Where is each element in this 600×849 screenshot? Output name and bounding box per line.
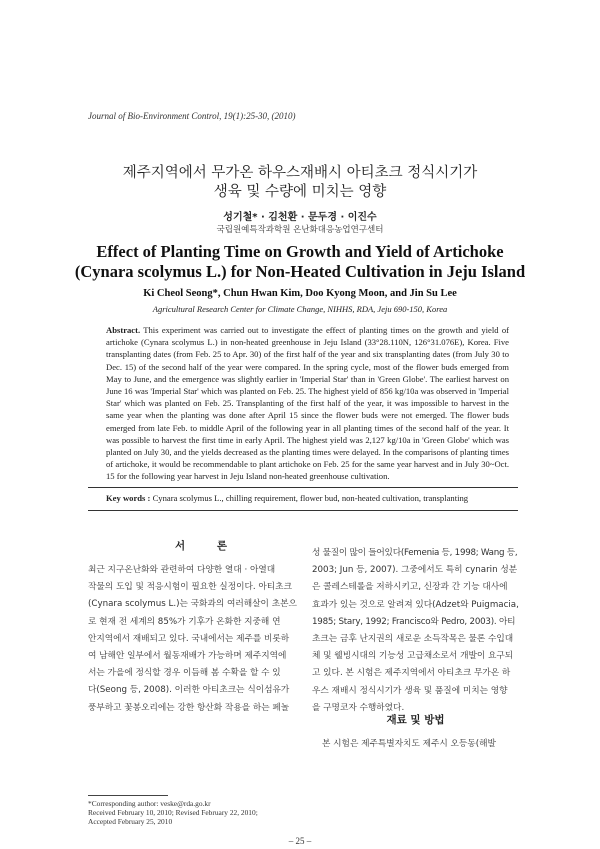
intro-right-line: 1985; Stary, 1992; Francisco와 Pedro, 2003). 아티 — [312, 616, 516, 627]
korean-affiliation: 국립원예특작과학원 온난화대응농업연구센터 — [216, 225, 384, 235]
english-title-line-1: Effect of Planting Time on Growth and Yield of Artichoke — [96, 242, 504, 261]
keywords-top-rule — [88, 487, 518, 488]
intro-left-line: 여 남해안 일부에서 월동재배가 가능하며 제주지역에 — [88, 650, 287, 661]
keywords-text: Cynara scolymus L., chilling requirement, flower bud, non-heated cultivation, transplanting — [152, 493, 469, 503]
keywords-bottom-rule — [88, 510, 518, 511]
methods-line: 본 시험은 제주특별자치도 제주시 오등동(해발 — [322, 739, 496, 749]
abstract — [106, 324, 509, 483]
intro-right-line: 2003; Jun 등, 2007). 그중에서도 특히 cynarin 성분 — [312, 565, 518, 576]
footnote-line: *Corresponding author: veske@rda.go.kr — [88, 799, 211, 808]
intro-left-line: 풍부하고 꽃봉오리에는 강한 항산화 작용을 하는 페놀 — [88, 702, 290, 713]
intro-right-line: 고 있다. 본 시험은 제주지역에서 아티초크 무가온 하 — [312, 668, 511, 679]
english-affiliation: Agricultural Research Center for Climate Change, NIHHS, RDA, Jeju 690-150, Korea — [152, 304, 448, 314]
intro-right-line: 우스 재배시 정식시기가 생육 및 품질에 미치는 영향 — [312, 685, 508, 696]
journal-citation: Journal of Bio-Environment Control, 19(1):25-30, (2010) — [88, 111, 296, 121]
intro-left-column — [88, 562, 298, 717]
footnote-line: Accepted February 25, 2010 — [88, 817, 173, 827]
abstract-text: This experiment was carried out to investigate the effect of planting times on the growth and yield of artichoke (Cynara scolymus L.) in non-heated greenhouse in Jeju Island (33°28.110N, 126°31.076E), Korea. Five transplanting dates (from Feb. 25 to Apr. 30) of the first half of the year and six transplanting dates (from July 30 to Dec. 15) of the second half of the year were compared. In the spring cycle, most of the flower buds emerged from May to June, and the emergence was slightly earlier in 'Imperial Star' than in 'Green Globe'. The earliest harvest on June 16 was 'Imperial Star' which was planted on Feb. 25. The highest yield of 856 kg/10a was observed in 'Imperial Star' which was planted on Feb. 25. Transplanting of the first half of the year, it was impossible to harvest in the same year when the planting was done after April 15 since the flower buds were not emerged. The flower buds emerged from late Feb. to middle April of the following year in all planting times of the second half of the year. It was possible to harvest the first time in early April. The highest yield was 2,127 kg/10a in 'Green Globe' which was planted on July 30, and the yields decreased as the planting times were delayed. In the comparisons of planting times of artichoke, it would be recommendable to plant artichoke on Feb. 25 for the same year harvest and in July 30~Oct. 15 for the following year harvest in Jeju Island non-heated greenhouse cultivation. — [106, 325, 509, 482]
intro-left-line: 작물의 도입 및 적응시험이 필요한 실정이다. 아티초크 — [88, 582, 292, 593]
intro-right-line: 성 물질이 많이 들어있다(Femenia 등, 1998; Wang 등, — [312, 548, 518, 558]
methods-heading: 재료 및 방법 — [386, 714, 445, 726]
intro-left-line: 서는 가을에 정식할 경우 이듬해 봄 수확을 할 수 있 — [88, 668, 281, 679]
intro-right-line: 초크는 금후 난지권의 새로운 소득작목은 물론 수입대 — [312, 633, 514, 644]
footnote-rule — [88, 795, 168, 796]
korean-authors: 성기철* · 김천환 · 문두경 · 이진수 — [223, 212, 377, 223]
intro-right-line: 은 콜레스테롤을 저하시키고, 신장과 간 기능 대사에 — [312, 582, 508, 593]
footnote — [88, 799, 308, 827]
intro-left-line: 최근 지구온난화와 관련하여 다양한 열대 · 아열대 — [88, 565, 276, 575]
english-authors: Ki Cheol Seong*, Chun Hwan Kim, Doo Kyong Moon, and Jin Su Lee — [143, 288, 457, 299]
keywords — [106, 493, 526, 503]
footnote-line: Received February 10, 2010; Revised February 22, 2010; — [88, 808, 258, 818]
intro-right-line: 효과가 있는 것으로 알려져 있다(Adzet와 Puigmacia, — [312, 599, 519, 610]
page-number: – 25 – — [288, 836, 312, 846]
intro-right-line: 체 및 웰빙시대의 기능성 고급채소로서 개발이 요구되 — [312, 651, 514, 662]
intro-left-line: 다(Seong 등, 2008). 이러한 아티초크는 식이섬유가 — [88, 685, 290, 696]
abstract-label: Abstract. — [106, 325, 141, 335]
intro-heading: 서 론 — [175, 540, 241, 552]
intro-left-line: 로 현재 전 세계의 85%가 기후가 온화한 지중해 연 — [88, 616, 281, 627]
methods-column — [312, 736, 520, 753]
english-title-line-2: (Cynara scolymus L.) for Non-Heated Cultivation in Jeju Island — [74, 262, 526, 281]
korean-title-line-1: 제주지역에서 무가온 하우스재배시 아티초크 정식시기가 — [122, 165, 478, 181]
keywords-label: Key words : — [106, 493, 151, 503]
intro-right-column — [312, 545, 520, 717]
intro-left-line: 안지역에서 재배되고 있다. 국내에서는 제주를 비롯하 — [88, 633, 290, 644]
intro-left-line: (Cynara scolymus L.)는 국화과의 여러해살이 초본으 — [88, 599, 297, 610]
intro-right-line: 을 구명코자 수행하였다. — [312, 702, 405, 713]
korean-title-line-2: 생육 및 수량에 미치는 영향 — [213, 184, 387, 200]
